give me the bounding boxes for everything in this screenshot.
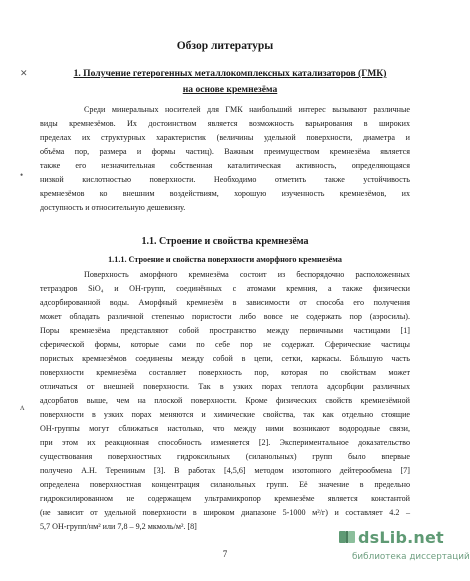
- margin-mark: •: [20, 170, 24, 180]
- text-line: пределах их структурных характеристик (величины удельной поверхности, диаметра и: [40, 133, 410, 142]
- text-line: при этом их реакционная способность изменяется [2]. Экспериментальное доказательство: [40, 438, 410, 447]
- text-line: Среди минеральных носителей для ГМК наибольший интерес вызывают различные: [84, 105, 410, 114]
- margin-mark: ✕: [20, 68, 28, 78]
- text-line: пористых кремнезёмов соединены между собой в цепи, сетки, каркасы. Бóльшую часть: [40, 354, 410, 363]
- watermark-site: dsLib.net: [358, 528, 444, 547]
- text-line: отличаться от внешней поверхности. Так в узких порах теплота адсорбции различных: [40, 382, 410, 391]
- text-line: получено А.Н. Терениным [3]. В работах [4,5,6] методом изотопного дейтерообмена [7]: [40, 466, 410, 475]
- watermark-subtitle: библиотека диссертаций: [352, 552, 470, 562]
- text-line: кремнезёмов ко внешним воздействиям, хорошую изученность кремнезёмов, их: [40, 189, 410, 198]
- text-line: сферической формы, которые сами по себе пор не содержат. Сферические частицы: [40, 340, 410, 349]
- page-number: 7: [222, 549, 228, 559]
- section-title-line1: 1. Получение гетерогенных металлокомплексных катализаторов (ГМК): [73, 68, 387, 79]
- text-line: ОН-группы могут сближаться настолько, что между ними возникают водородные связи,: [40, 424, 410, 433]
- text-line: виды кремнезёмов. Их достоинством является возможность варьирования в широких: [40, 119, 410, 128]
- text-line: Поверхность аморфного кремнезёма состоит из беспорядочно расположенных: [84, 270, 410, 279]
- text-line: тетраэдров SiO₄ и ОН-групп, соединённых с атомами кремния, а также физически: [40, 284, 410, 293]
- intro-paragraph: [40, 103, 410, 215]
- text-line: поверхности кремнезёма составляет поверхность пор, которая по свойствам может: [40, 368, 410, 377]
- text-line: адсорбированной воды. Аморфный кремнезём в зависимости от способа его получения: [40, 298, 410, 307]
- section-title-line2: на основе кремнезёма: [182, 84, 278, 95]
- text-line: (не зависит от удельной поверхности в широком диапазоне 5-1000 м²/г) и составляет 4.2 –: [40, 508, 410, 517]
- text-line: также его незначительная собственная каталитическая активность, определяющаяся: [40, 161, 410, 170]
- text-line: 5,7 ОН-групп/нм² или 7,8 – 9,2 мкмоль/м². [8]: [40, 522, 197, 531]
- text-line: адсорбатов выше, чем на плоской поверхности. Кроме физических свойств кремнезёмной: [40, 396, 410, 405]
- text-line: определена поверхностная концентрация силанольных групп. Её значение в предельно: [40, 480, 410, 489]
- text-line: объёма пор, размера и формы частиц). Важным преимуществом кремнезёма является: [40, 147, 410, 156]
- body-paragraph: [40, 268, 410, 534]
- subsection-title: 1.1. Строение и свойства кремнезёма: [141, 236, 309, 247]
- text-line: Поры кремнезёма представляют собой пространство между первичными частицами [1]: [40, 326, 410, 335]
- book-icon: [338, 528, 356, 546]
- margin-mark: ʌ: [20, 402, 25, 412]
- text-line: поверхности в узких порах меняются и химические свойства, так как отдельно стоящие: [40, 410, 410, 419]
- subsubsection-title: 1.1.1. Строение и свойства поверхности аморфного кремнезёма: [108, 255, 342, 264]
- watermark: [338, 528, 470, 578]
- text-line: гидроксилированном не содержащем ультрамикропор кремнезёме является константой: [40, 494, 410, 503]
- text-line: доступность и относительную дешевизну.: [40, 203, 186, 212]
- text-line: существования поверхностных гидроксильных (силанольных) групп было впервые: [40, 452, 410, 461]
- text-line: может обладать различной степенью пористости либо вовсе не содержать пор (аэросилы).: [40, 312, 410, 321]
- page-title: Обзор литературы: [176, 40, 274, 52]
- text-line: низкой кислотностью поверхности. Необходимо отметить также устойчивость: [40, 175, 410, 184]
